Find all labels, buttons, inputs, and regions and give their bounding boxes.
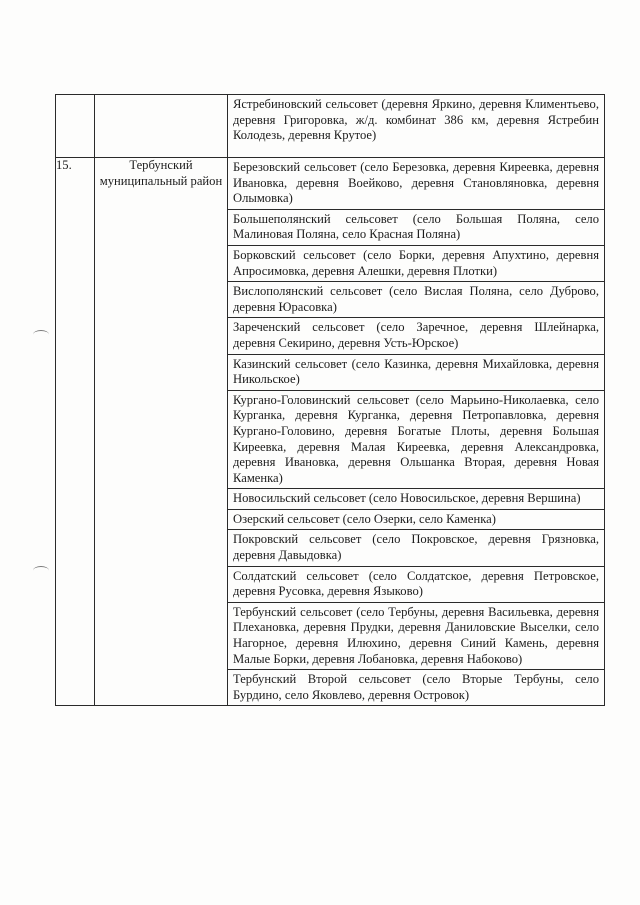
settlement-entry: Покровский сельсовет (село Покровское, деревня Грязновка, деревня Давыдовка) — [228, 530, 604, 566]
settlement-entry: Борковский сельсовет (село Борки, деревня Апухтино, деревня Апросимовка, деревня Алешки, деревня Плотки) — [228, 246, 604, 282]
settlement-entry: Тербунский сельсовет (село Тербуны, деревня Васильевка, деревня Плехановка, деревня Прудки, деревня Даниловские Выселки, село Нагорное, деревня Илюхино, деревня Синий Камень, деревня Малые Борки, деревня Лобановка, деревня Набоково) — [228, 603, 604, 670]
punch-mark — [33, 566, 49, 575]
table-row — [56, 158, 605, 706]
settlements-cell — [228, 158, 605, 706]
settlement-entry: Зареченский сельсовет (село Заречное, деревня Шлейнарка, деревня Секирино, деревня Усть-Юрское) — [228, 318, 604, 354]
number-cell — [56, 95, 95, 158]
district-name: Тербунский муниципальный район — [95, 158, 228, 706]
settlement-entry: Ястребиновский сельсовет (деревня Яркино, деревня Климентьево, деревня Григоровка, ж/д. комбинат 386 км, деревня Ястребин Колодезь, деревня Крутое) — [233, 97, 599, 143]
settlement-entry: Тербунский Второй сельсовет (село Вторые Тербуны, село Бурдино, село Яковлево, деревня Островок) — [233, 672, 599, 702]
settlement-entry: Вислополянский сельсовет (село Вислая Поляна, село Дуброво, деревня Юрасовка) — [228, 282, 604, 318]
settlements-cell — [228, 95, 605, 158]
district-cell — [95, 95, 228, 158]
settlements-table — [55, 94, 605, 706]
continuation-row — [56, 95, 605, 158]
settlement-entry: Кургано-Головинский сельсовет (село Марьино-Николаевка, село Курганка, деревня Курганка, деревня Петропавловка, деревня Кургано-Головино, деревня Богатые Плоты, деревня Большая Киреевка, деревня Малая Киреевка, деревня Александровка, деревня Ивановка, деревня Ольшанка Вторая, деревня Новая Каменка) — [228, 391, 604, 490]
settlement-entry: Казинский сельсовет (село Казинка, деревня Михайловка, деревня Никольское) — [228, 355, 604, 391]
settlement-entry: Солдатский сельсовет (село Солдатское, деревня Петровское, деревня Русовка, деревня Языково) — [228, 567, 604, 603]
punch-mark — [33, 330, 49, 339]
settlement-entry: Новосильский сельсовет (село Новосильское, деревня Вершина) — [228, 489, 604, 510]
settlement-entry: Озерский сельсовет (село Озерки, село Каменка) — [228, 510, 604, 531]
row-number: 15. — [56, 158, 95, 706]
settlement-entry: Березовский сельсовет (село Березовка, деревня Киреевка, деревня Ивановка, деревня Воейково, деревня Становляновка, деревня Олымовка) — [228, 158, 604, 210]
settlement-entry: Большеполянский сельсовет (село Большая Поляна, село Малиновая Поляна, село Красная Поляна) — [228, 210, 604, 246]
